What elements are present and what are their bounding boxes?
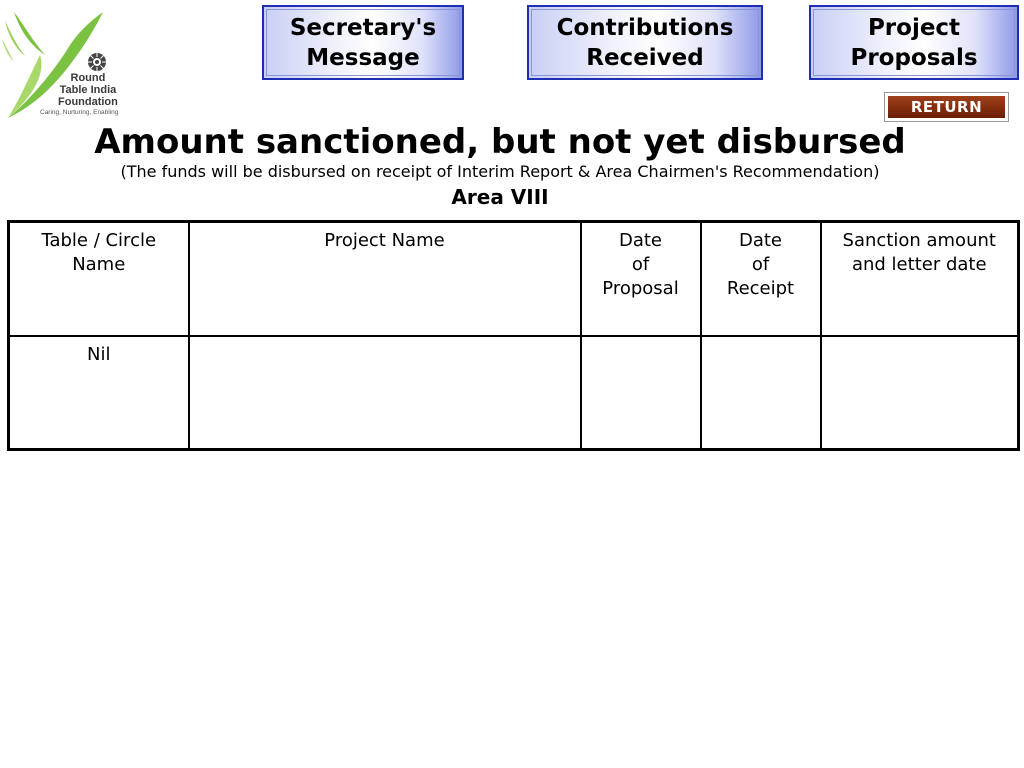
table-cell — [821, 336, 1019, 450]
page-title: Amount sanctioned, but not yet disbursed — [94, 122, 906, 162]
logo-name-line-3: Foundation — [58, 96, 118, 108]
area-label: Area VIII — [451, 185, 549, 209]
sanctioned-projects-table — [7, 220, 1020, 451]
return-button[interactable] — [884, 92, 1009, 122]
table-cell — [189, 336, 581, 450]
secretarys-message-button[interactable] — [262, 5, 464, 80]
table-cell — [701, 336, 821, 450]
header-sanction-amount: Sanction amount and letter date — [821, 222, 1019, 336]
page-subtitle: (The funds will be disbursed on receipt of Interim Report & Area Chairmen's Recommendation) — [120, 162, 880, 181]
return-label: RETURN — [888, 96, 1005, 118]
header-project-name: Project Name — [189, 222, 581, 336]
logo-tagline: Caring, Nurturing, Enabling — [40, 109, 119, 116]
table-row — [9, 336, 1019, 450]
round-table-india-logo — [0, 0, 140, 122]
project-proposals-button[interactable] — [809, 5, 1019, 80]
contributions-received-label: Contributions Received — [556, 14, 734, 71]
header-date-of-receipt: Date of Receipt — [701, 222, 821, 336]
logo-name-line-1: Round — [70, 72, 106, 84]
logo-name-line-2: Table India — [59, 84, 117, 96]
table-cell — [581, 336, 701, 450]
table-cell: Nil — [9, 336, 189, 450]
header-table-circle-name: Table / Circle Name — [9, 222, 189, 336]
secretarys-message-label: Secretary's Message — [289, 14, 437, 71]
header-date-of-proposal: Date of Proposal — [581, 222, 701, 336]
table-header-row — [9, 222, 1019, 336]
logo-name — [58, 72, 118, 108]
contributions-received-button[interactable] — [527, 5, 763, 80]
project-proposals-label: Project Proposals — [850, 14, 978, 71]
